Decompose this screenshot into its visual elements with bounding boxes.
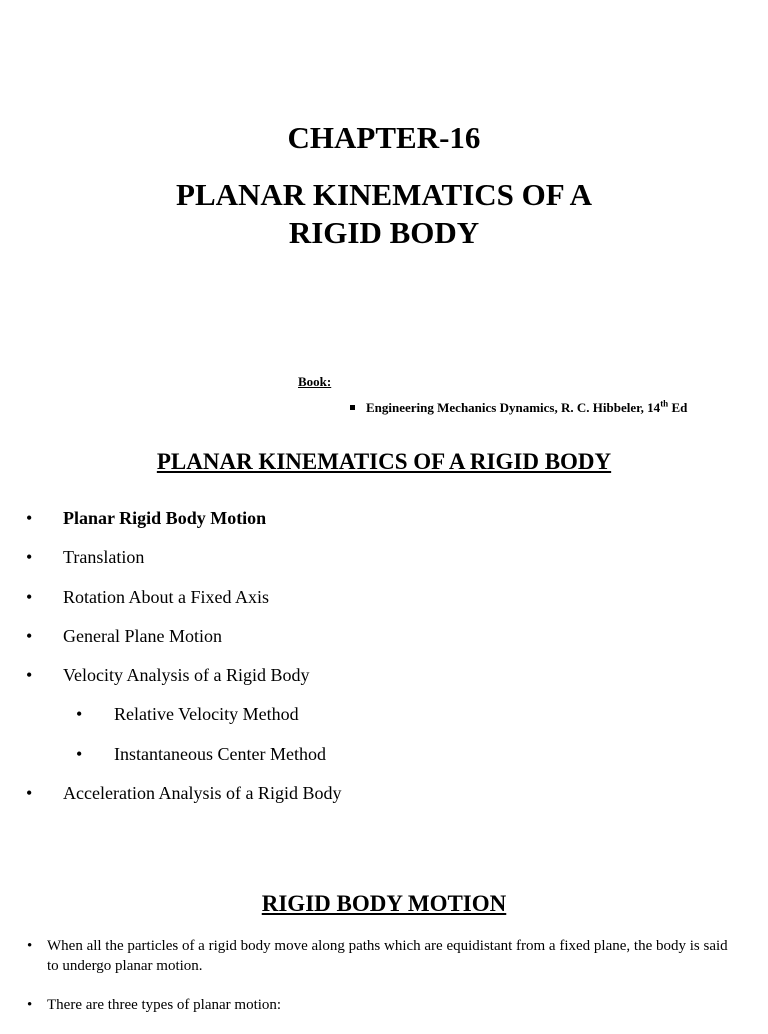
section-heading-planar-kinematics: PLANAR KINEMATICS OF A RIGID BODY [156, 449, 612, 474]
outline-item-text: Velocity Analysis of a Rigid Body [63, 665, 310, 686]
book-reference-text: Engineering Mechanics Dynamics, R. C. Hibbeler, 14 [366, 400, 661, 415]
rigid-body-motion-points [0, 936, 768, 1034]
bullet-icon: • [26, 783, 33, 804]
paragraph-text: There are three types of planar motion: [47, 997, 282, 1013]
outline-item [0, 621, 768, 660]
square-bullet-icon [350, 405, 355, 410]
paragraph-item [0, 936, 768, 976]
bullet-icon: • [26, 625, 33, 646]
bullet-icon: • [26, 665, 33, 686]
paragraph-text: When all the particles of a rigid body move along paths which are equidistant from a fixed plane, the body is said to undergo planar motion. [47, 938, 728, 974]
bullet-icon: • [76, 704, 83, 725]
chapter-title [0, 176, 768, 252]
bullet-icon: • [27, 997, 33, 1013]
topic-outline [0, 503, 768, 817]
bullet-icon: • [76, 743, 83, 764]
bullet-icon: • [27, 938, 33, 954]
outline-item [0, 582, 768, 621]
bullet-icon: • [26, 508, 33, 528]
book-reference-superscript: th [660, 398, 669, 409]
outline-subitem [0, 739, 768, 778]
outline-item [0, 503, 768, 542]
section-heading-rigid-body-motion: RIGID BODY MOTION [261, 891, 507, 916]
paragraph-item [0, 995, 768, 1015]
outline-subitem-text: Relative Velocity Method [114, 704, 299, 725]
outline-item-text: General Plane Motion [63, 625, 222, 646]
outline-subitem-text: Instantaneous Center Method [114, 743, 326, 764]
bullet-icon: • [26, 547, 33, 568]
chapter-title-line-2: RIGID BODY [288, 215, 480, 250]
outline-item [0, 542, 768, 581]
book-label: Book: [298, 374, 332, 389]
outline-item-text: Rotation About a Fixed Axis [63, 586, 270, 607]
book-reference [350, 400, 687, 416]
bullet-icon: • [26, 586, 33, 607]
chapter-title-line-1: PLANAR KINEMATICS OF A [176, 177, 592, 212]
outline-item-text: Translation [63, 547, 145, 568]
book-reference-edition: Ed [668, 400, 688, 415]
outline-item [0, 778, 768, 817]
outline-item [0, 660, 768, 699]
outline-item-text: Acceleration Analysis of a Rigid Body [63, 783, 342, 804]
chapter-number: CHAPTER-16 [287, 120, 481, 155]
outline-item-text: Planar Rigid Body Motion [63, 508, 267, 528]
outline-subitem [0, 699, 768, 738]
